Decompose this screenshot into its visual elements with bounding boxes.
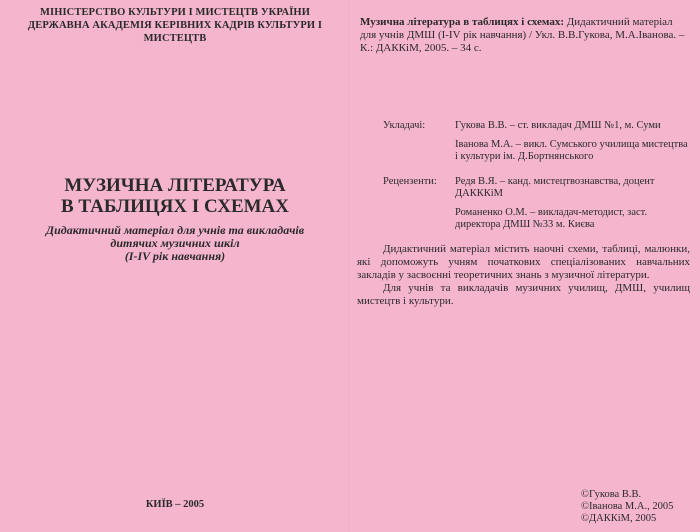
book-title	[0, 175, 350, 217]
title-line: В ТАБЛИЦЯХ І СХЕМАХ	[60, 196, 289, 217]
city-year: КИЇВ – 2005	[145, 499, 205, 510]
copyright-line: ©Гукова В.В.	[581, 489, 642, 500]
reference-details: Дидактичний матеріал для учнів ДМШ (І-ІV рік навчання) / Укл. В.В.Гукова, М.А.Іванова. – К.: ДАККіМ, 2005. – 34 с.	[360, 16, 685, 54]
compiler-entry: Іванова М.А. – викл. Сумського училища мистецтва і культури ім. Д.Бортнянського	[455, 138, 688, 162]
page-fold	[349, 0, 351, 532]
compiler-entry: Гукова В.В. – ст. викладач ДМШ №1, м. Суми	[455, 120, 661, 131]
annotation-paragraph: Для учнів та викладачів музичних училищ, ДМШ, училищ мистецтв і культури.	[357, 282, 690, 307]
copyright-line: ©ДАККіМ, 2005	[581, 513, 657, 524]
compilers-list	[455, 120, 693, 170]
copyright-line: ©Іванова М.А., 2005	[581, 501, 674, 512]
reviewer-entry: Романенко О.М. – викладач-методист, заст. директора ДМШ №33 м. Києва	[455, 206, 648, 230]
credits-block	[383, 120, 693, 244]
academy-line: ДЕРЖАВНА АКАДЕМІЯ КЕРІВНИХ КАДРІВ КУЛЬТУРИ І МИСТЕЦТВ	[27, 20, 323, 44]
ministry-header	[0, 6, 350, 45]
ministry-line: МІНІСТЕРСТВО КУЛЬТУРИ І МИСТЕЦТВ УКРАЇНИ	[40, 7, 310, 18]
bibliographic-reference	[360, 16, 690, 55]
title-line: МУЗИЧНА ЛІТЕРАТУРА	[64, 175, 286, 196]
reviewers-label: Рецензенти:	[383, 175, 437, 187]
book-subtitle	[0, 224, 350, 263]
subtitle-line: (І-ІV рік навчання)	[124, 249, 226, 263]
compilers-label: Укладачі:	[383, 120, 426, 131]
subtitle-line: дитячих музичних шкіл	[110, 236, 240, 250]
reviewers-list	[455, 176, 693, 238]
annotation-paragraph: Дидактичний матеріал містить наочні схеми, таблиці, малюнки, які допоможуть учням початкових спеціалізованих навчальних закладів у засвоєнні теоретичних знань з музичної літератури.	[357, 243, 690, 281]
annotation	[357, 243, 690, 308]
subtitle-line: Дидактичний матеріал для учнів та викладачів	[45, 223, 305, 237]
reviewer-entry: Редя В.Я. – канд. мистецтвознавства, доцент ДАКККіМ	[455, 175, 655, 199]
copyright-block	[581, 489, 696, 525]
reference-title: Музична література в таблицях і схемах:	[360, 16, 564, 28]
compilers-row	[383, 120, 693, 170]
reviewers-row	[383, 176, 693, 238]
